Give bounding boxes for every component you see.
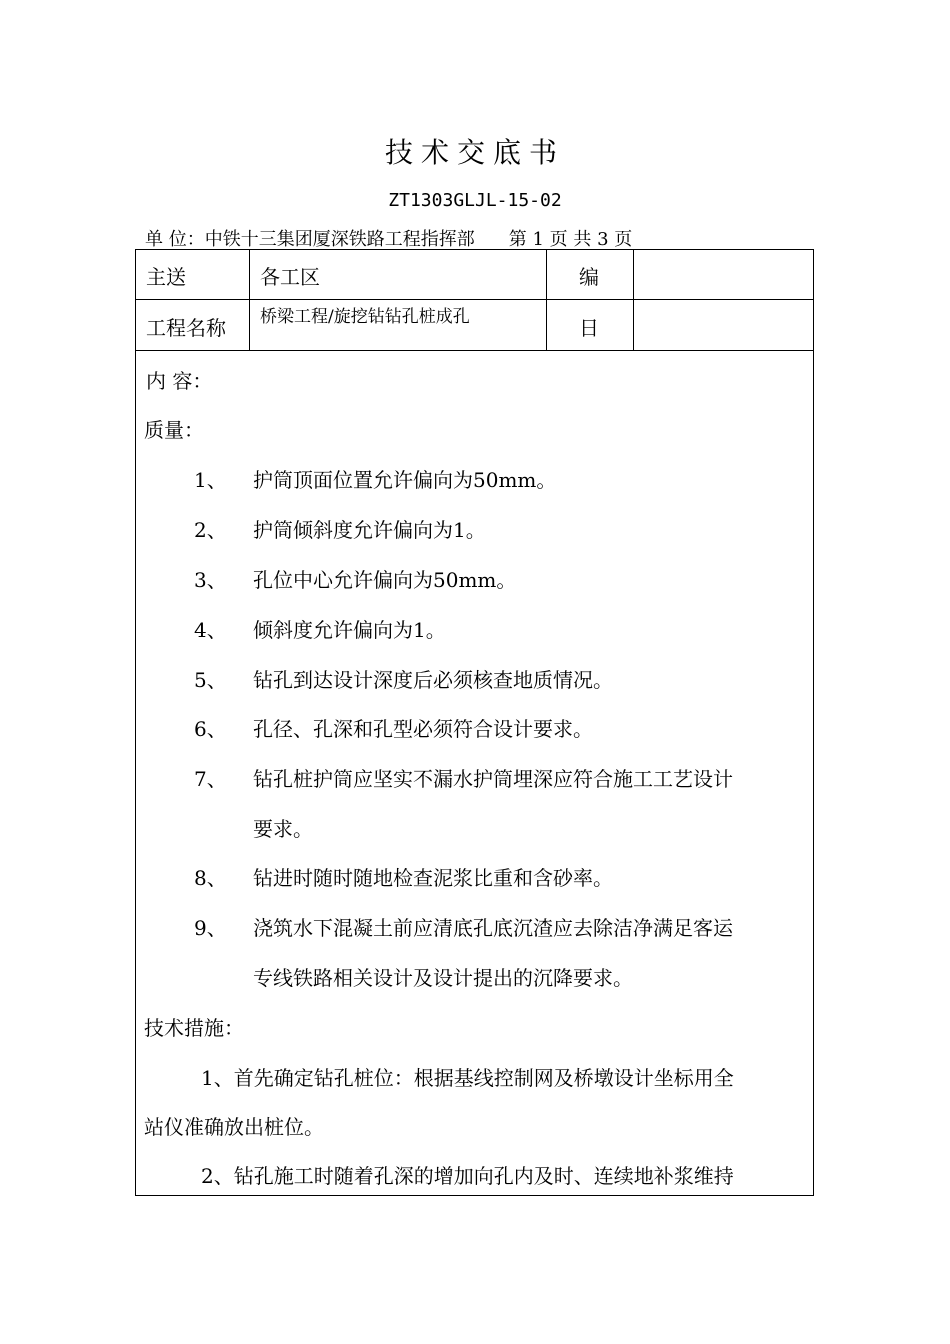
quality-heading: 质量： xyxy=(144,418,204,442)
quality-item-number: 7、 xyxy=(194,767,227,791)
quality-item-text-continued: 要求。 xyxy=(253,817,313,841)
quality-item-number: 6、 xyxy=(194,717,227,741)
quality-item-text: 护筒顶面位置允许偏向为50mm。 xyxy=(253,468,557,492)
column-divider xyxy=(249,250,250,350)
quality-item-number: 2、 xyxy=(194,518,227,542)
quality-item-text: 护筒倾斜度允许偏向为1。 xyxy=(253,518,486,542)
row-divider xyxy=(136,350,813,351)
recipient-value: 各工区 xyxy=(260,265,320,289)
column-divider xyxy=(546,250,547,350)
document-table xyxy=(135,249,814,1196)
quality-item-text: 孔径、孔深和孔型必须符合设计要求。 xyxy=(253,717,593,741)
number-label: 编 xyxy=(579,265,599,289)
quality-item-text-continued: 专线铁路相关设计及设计提出的沉降要求。 xyxy=(253,966,633,990)
quality-item-text: 钻孔到达设计深度后必须核查地质情况。 xyxy=(253,668,613,692)
document-code: ZT1303GLJL-15-02 xyxy=(388,190,562,211)
quality-item-number: 5、 xyxy=(194,668,227,692)
project-name-value: 桥梁工程/旋挖钻钻孔桩成孔 xyxy=(260,307,470,327)
quality-item-number: 4、 xyxy=(194,618,227,642)
quality-item-number: 8、 xyxy=(194,866,227,890)
unit-text: 单 位：中铁十三集团厦深铁路工程指挥部 xyxy=(145,229,475,250)
quality-item-number: 1、 xyxy=(194,468,227,492)
quality-item-text: 钻孔桩护筒应坚实不漏水护筒埋深应符合施工工艺设计 xyxy=(253,767,733,791)
quality-item-text: 钻进时随时随地检查泥浆比重和含砂率。 xyxy=(253,866,613,890)
measure-item-text: 1、首先确定钻孔桩位：根据基线控制网及桥墩设计坐标用全 xyxy=(201,1066,734,1090)
measures-heading: 技术措施： xyxy=(144,1016,244,1040)
document-title: 技术交底书 xyxy=(384,136,565,169)
measure-item-text: 2、钻孔施工时随着孔深的增加向孔内及时、连续地补浆维持 xyxy=(201,1164,734,1188)
unit-line xyxy=(145,225,632,251)
quality-item-number: 3、 xyxy=(194,568,227,592)
quality-item-number: 9、 xyxy=(194,916,227,940)
measure-item-text-continued: 站仪准确放出桩位。 xyxy=(144,1115,324,1139)
page-indicator: 第 1 页 共 3 页 xyxy=(508,229,633,250)
row-divider xyxy=(136,299,813,300)
date-label: 日 xyxy=(579,316,599,340)
column-divider xyxy=(633,250,634,350)
quality-item-text: 倾斜度允许偏向为1。 xyxy=(253,618,446,642)
content-heading: 内 容： xyxy=(146,369,213,393)
recipient-label: 主送 xyxy=(146,265,186,289)
project-name-label: 工程名称 xyxy=(146,316,226,340)
quality-item-text: 浇筑水下混凝土前应清底孔底沉渣应去除洁净满足客运 xyxy=(253,916,733,940)
quality-item-text: 孔位中心允许偏向为50mm。 xyxy=(253,568,517,592)
